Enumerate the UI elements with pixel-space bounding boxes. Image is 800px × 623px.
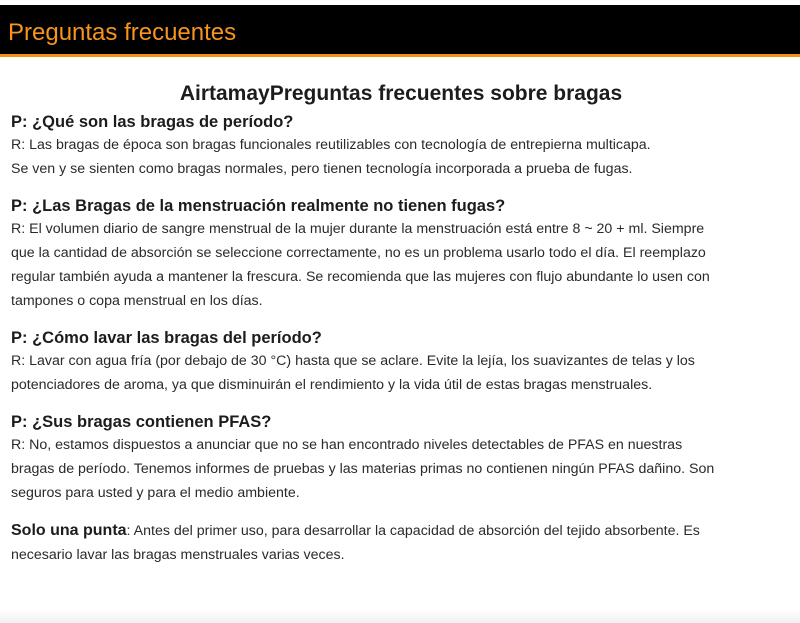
spacer — [11, 313, 791, 327]
header-bar — [0, 5, 800, 57]
answer-line: Se ven y se sienten como bragas normales, pero tienen tecnología incorporada a prueba de fugas. — [11, 161, 633, 177]
spacer — [11, 397, 791, 411]
spacer — [11, 505, 791, 519]
answer-line: R: El volumen diario de sangre menstrual de la mujer durante la menstruación está entre 8 ~ 20 + ml. Siempre — [11, 221, 705, 237]
faq-question: P: ¿Las Bragas de la menstruación realmente no tienen fugas? — [11, 197, 506, 215]
faq-content — [11, 80, 791, 567]
faq-item-3 — [11, 327, 791, 397]
faq-question: P: ¿Qué son las bragas de período? — [11, 113, 294, 131]
header-title: Preguntas frecuentes — [8, 19, 237, 46]
spacer — [11, 181, 791, 195]
answer-line: R: No, estamos dispuestos a anunciar que no se han encontrado niveles detectables de PFAS en nuestras — [11, 437, 683, 453]
faq-answer — [11, 349, 791, 397]
answer-line: seguros para usted y para el medio ambiente. — [11, 485, 300, 501]
tip-label: Solo una punta — [11, 522, 127, 539]
answer-line: bragas de período. Tenemos informes de pruebas y las materias primas no contienen ningún PFAS dañino. Son — [11, 461, 715, 477]
answer-line: R: Lavar con agua fría (por debajo de 30 °C) hasta que se aclare. Evite la lejía, los suavizantes de telas y los — [11, 353, 695, 369]
faq-item-2 — [11, 195, 791, 313]
faq-question: P: ¿Sus bragas contienen PFAS? — [11, 413, 272, 431]
answer-line: tampones o copa menstrual en los días. — [11, 293, 263, 309]
faq-item-4 — [11, 411, 791, 505]
answer-line: R: Las bragas de época son bragas funcionales reutilizables con tecnología de entrepierna multicapa. — [11, 137, 651, 153]
tip-text: necesario lavar las bragas menstruales varias veces. — [11, 547, 345, 563]
faq-answer — [11, 433, 791, 505]
answer-line: potenciadores de aroma, ya que disminuirán el rendimiento y la vida útil de estas bragas menstruales. — [11, 377, 653, 393]
tip-paragraph — [11, 519, 791, 567]
page-title: AirtamayPreguntas frecuentes sobre bragas — [179, 82, 623, 105]
answer-line: regular también ayuda a mantener la frescura. Se recomienda que las mujeres con flujo abundante lo usen con — [11, 269, 710, 285]
answer-line: que la cantidad de absorción se seleccione correctamente, no es un problema usarlo todo el día. El reemplazo — [11, 245, 706, 261]
tip-text: : Antes del primer uso, para desarrollar la capacidad de absorción del tejido absorbente. Es — [126, 523, 700, 539]
faq-answer — [11, 217, 791, 313]
faq-question: P: ¿Cómo lavar las bragas del período? — [11, 329, 322, 347]
faq-item-1 — [11, 111, 791, 181]
faq-answer — [11, 133, 791, 181]
bottom-fade — [0, 609, 800, 623]
